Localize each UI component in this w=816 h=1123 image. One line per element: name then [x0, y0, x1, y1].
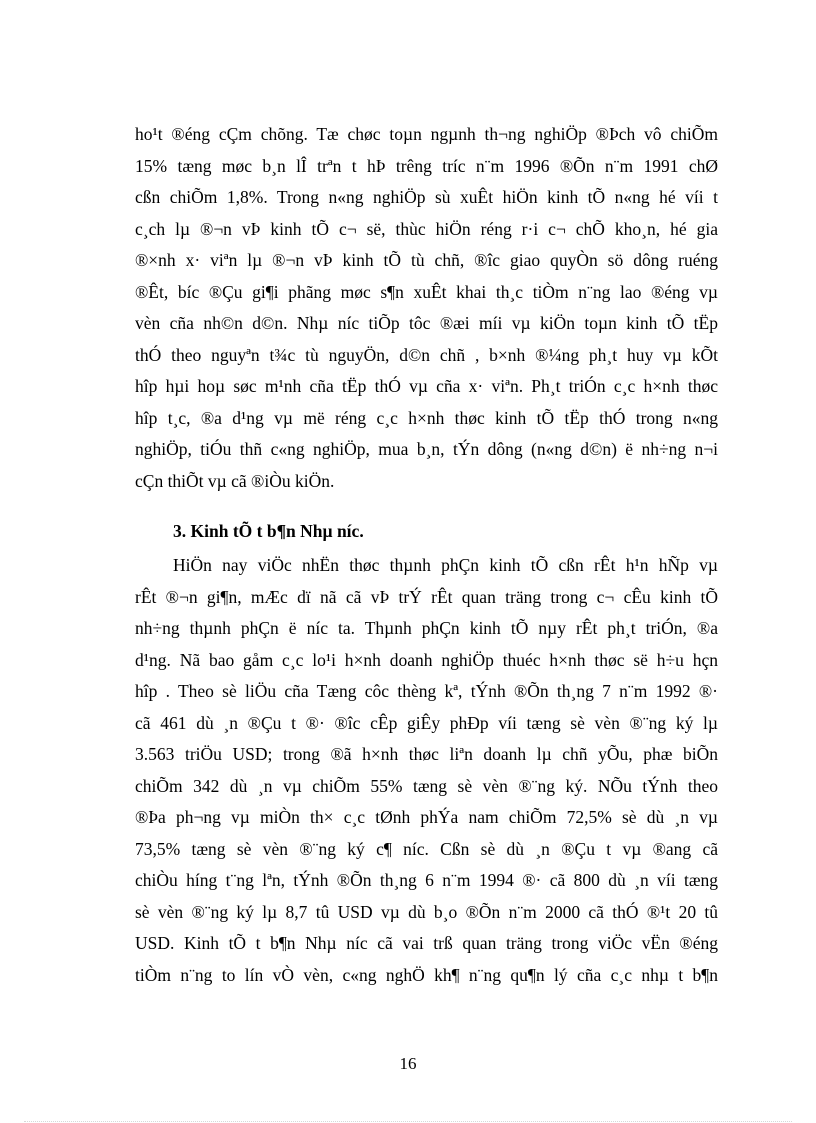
text-line: d¹ng. Nã bao gåm c¸c lo¹i h×nh doanh nghiÖp thuéc h×nh thøc së h÷u hçn — [135, 649, 718, 670]
text-line: hîp hµi hoµ søc m¹nh cña tËp thÓ vµ cña x· viªn. Ph¸t triÓn c¸c h×nh thøc — [135, 376, 718, 396]
text-line: sè vèn ®¨ng ký lµ 8,7 tû USD vµ dù b¸o ®Õn n¨m 2000 cã thÓ ®¹t 20 tû — [135, 901, 718, 922]
text-line: ®Êt, bíc ®Çu gi¶i phãng møc s¶n xuÊt khai th¸c tiÒm n¨ng lao ®éng vµ — [135, 281, 718, 302]
text-line: chiÒu híng t¨ng lªn, tÝnh ®Õn th¸ng 6 n¨m 1994 ®· cã 800 dù ¸n víi tæng — [135, 870, 718, 890]
paragraph-1 — [135, 119, 718, 497]
text-line: cßn chiÕm 1,8%. Trong n«ng nghiÖp sù xuÊt hiÖn kinh tÕ n«ng hé víi t — [135, 187, 718, 207]
text-line: HiÖn nay viÖc nhËn thøc thµnh phÇn kinh tÕ cßn rÊt h¹n hÑp vµ — [173, 555, 718, 575]
text-line: 73,5% tæng sè vèn ®¨ng ký c¶ níc. Cßn sè dù ¸n ®Çu t vµ ®ang cã — [135, 838, 718, 859]
text-line: hîp . Theo sè liÖu cña Tæng côc thèng kª, tÝnh ®Õn th¸ng 7 n¨m 1992 ®· — [135, 681, 718, 701]
text-line: cã 461 dù ¸n ®Çu t ®· ®îc cÊp giÊy phÐp víi tæng sè vèn ®¨ng ký lµ — [135, 712, 718, 733]
text-line: tiÒm n¨ng to lín vÒ vèn, c«ng nghÖ kh¶ n¨ng qu¶n lý cña c¸c nhµ t b¶n — [135, 964, 718, 985]
text-line: USD. Kinh tÕ t b¶n Nhµ níc cã vai trß quan träng trong viÖc vËn ®éng — [135, 933, 718, 953]
text-line: 3.563 triÖu USD; trong ®ã h×nh thøc liªn doanh lµ chñ yÕu, phæ biÕn — [135, 744, 718, 764]
page-number: 16 — [399, 1054, 417, 1073]
text-line: nghiÖp, tiÓu thñ c«ng nghiÖp, mua b¸n, tÝn dông (n«ng d©n) ë nh÷ng n¬i — [135, 439, 718, 459]
text-line: ®Þa ph¬ng vµ miÒn th× c¸c tØnh phÝa nam chiÕm 72,5% sè dù ¸n vµ — [135, 807, 718, 827]
text-line: ®×nh x· viªn lµ ®¬n vÞ kinh tÕ tù chñ, ®îc giao quyÒn sö dông ruéng — [135, 250, 718, 270]
text-line: nh÷ng thµnh phÇn ë níc ta. Thµnh phÇn kinh tÕ nµy rÊt ph¸t triÓn, ®a — [135, 618, 718, 638]
section-heading: 3. Kinh tÕ t b¶n Nhµ níc. — [173, 521, 364, 541]
text-line: rÊt ®¬n gi¶n, mÆc dï nã cã vÞ trÝ rÊt quan träng trong c¬ cÊu kinh tÕ — [135, 586, 718, 607]
text-line: chiÕm 342 dù ¸n vµ chiÕm 55% tæng sè vèn ®¨ng ký. NÕu tÝnh theo — [135, 775, 718, 796]
text-line: vèn cña nh©n d©n. Nhµ níc tiÕp tôc ®æi míi vµ kiÖn toµn kinh tÕ tËp — [135, 313, 718, 333]
text-line: cÇn thiÕt vµ cã ®iÒu kiÖn. — [135, 470, 335, 491]
paragraph-2 — [135, 550, 718, 991]
page-bottom-divider — [24, 1121, 792, 1122]
text-line: hîp t¸c, ®a d¹ng vµ më réng c¸c h×nh thøc kinh tÕ tËp thÓ trong n«ng — [135, 407, 718, 428]
text-line: c¸ch lµ ®¬n vÞ kinh tÕ c¬ së, thùc hiÖn réng r·i c¬ chÕ kho¸n, hé gia — [135, 218, 718, 239]
text-line: 15% tæng møc b¸n lÎ trªn t hÞ trêng tríc n¨m 1996 ®Õn n¨m 1991 chØ — [135, 155, 718, 176]
text-line: thÓ theo nguyªn t¾c tù nguyÖn, d©n chñ , b×nh ®¼ng ph¸t huy vµ kÕt — [135, 344, 718, 365]
text-line: ho¹t ®éng cÇm chõng. Tæ chøc toµn ngµnh th¬ng nghiÖp ®Þch vô chiÕm — [135, 124, 718, 144]
